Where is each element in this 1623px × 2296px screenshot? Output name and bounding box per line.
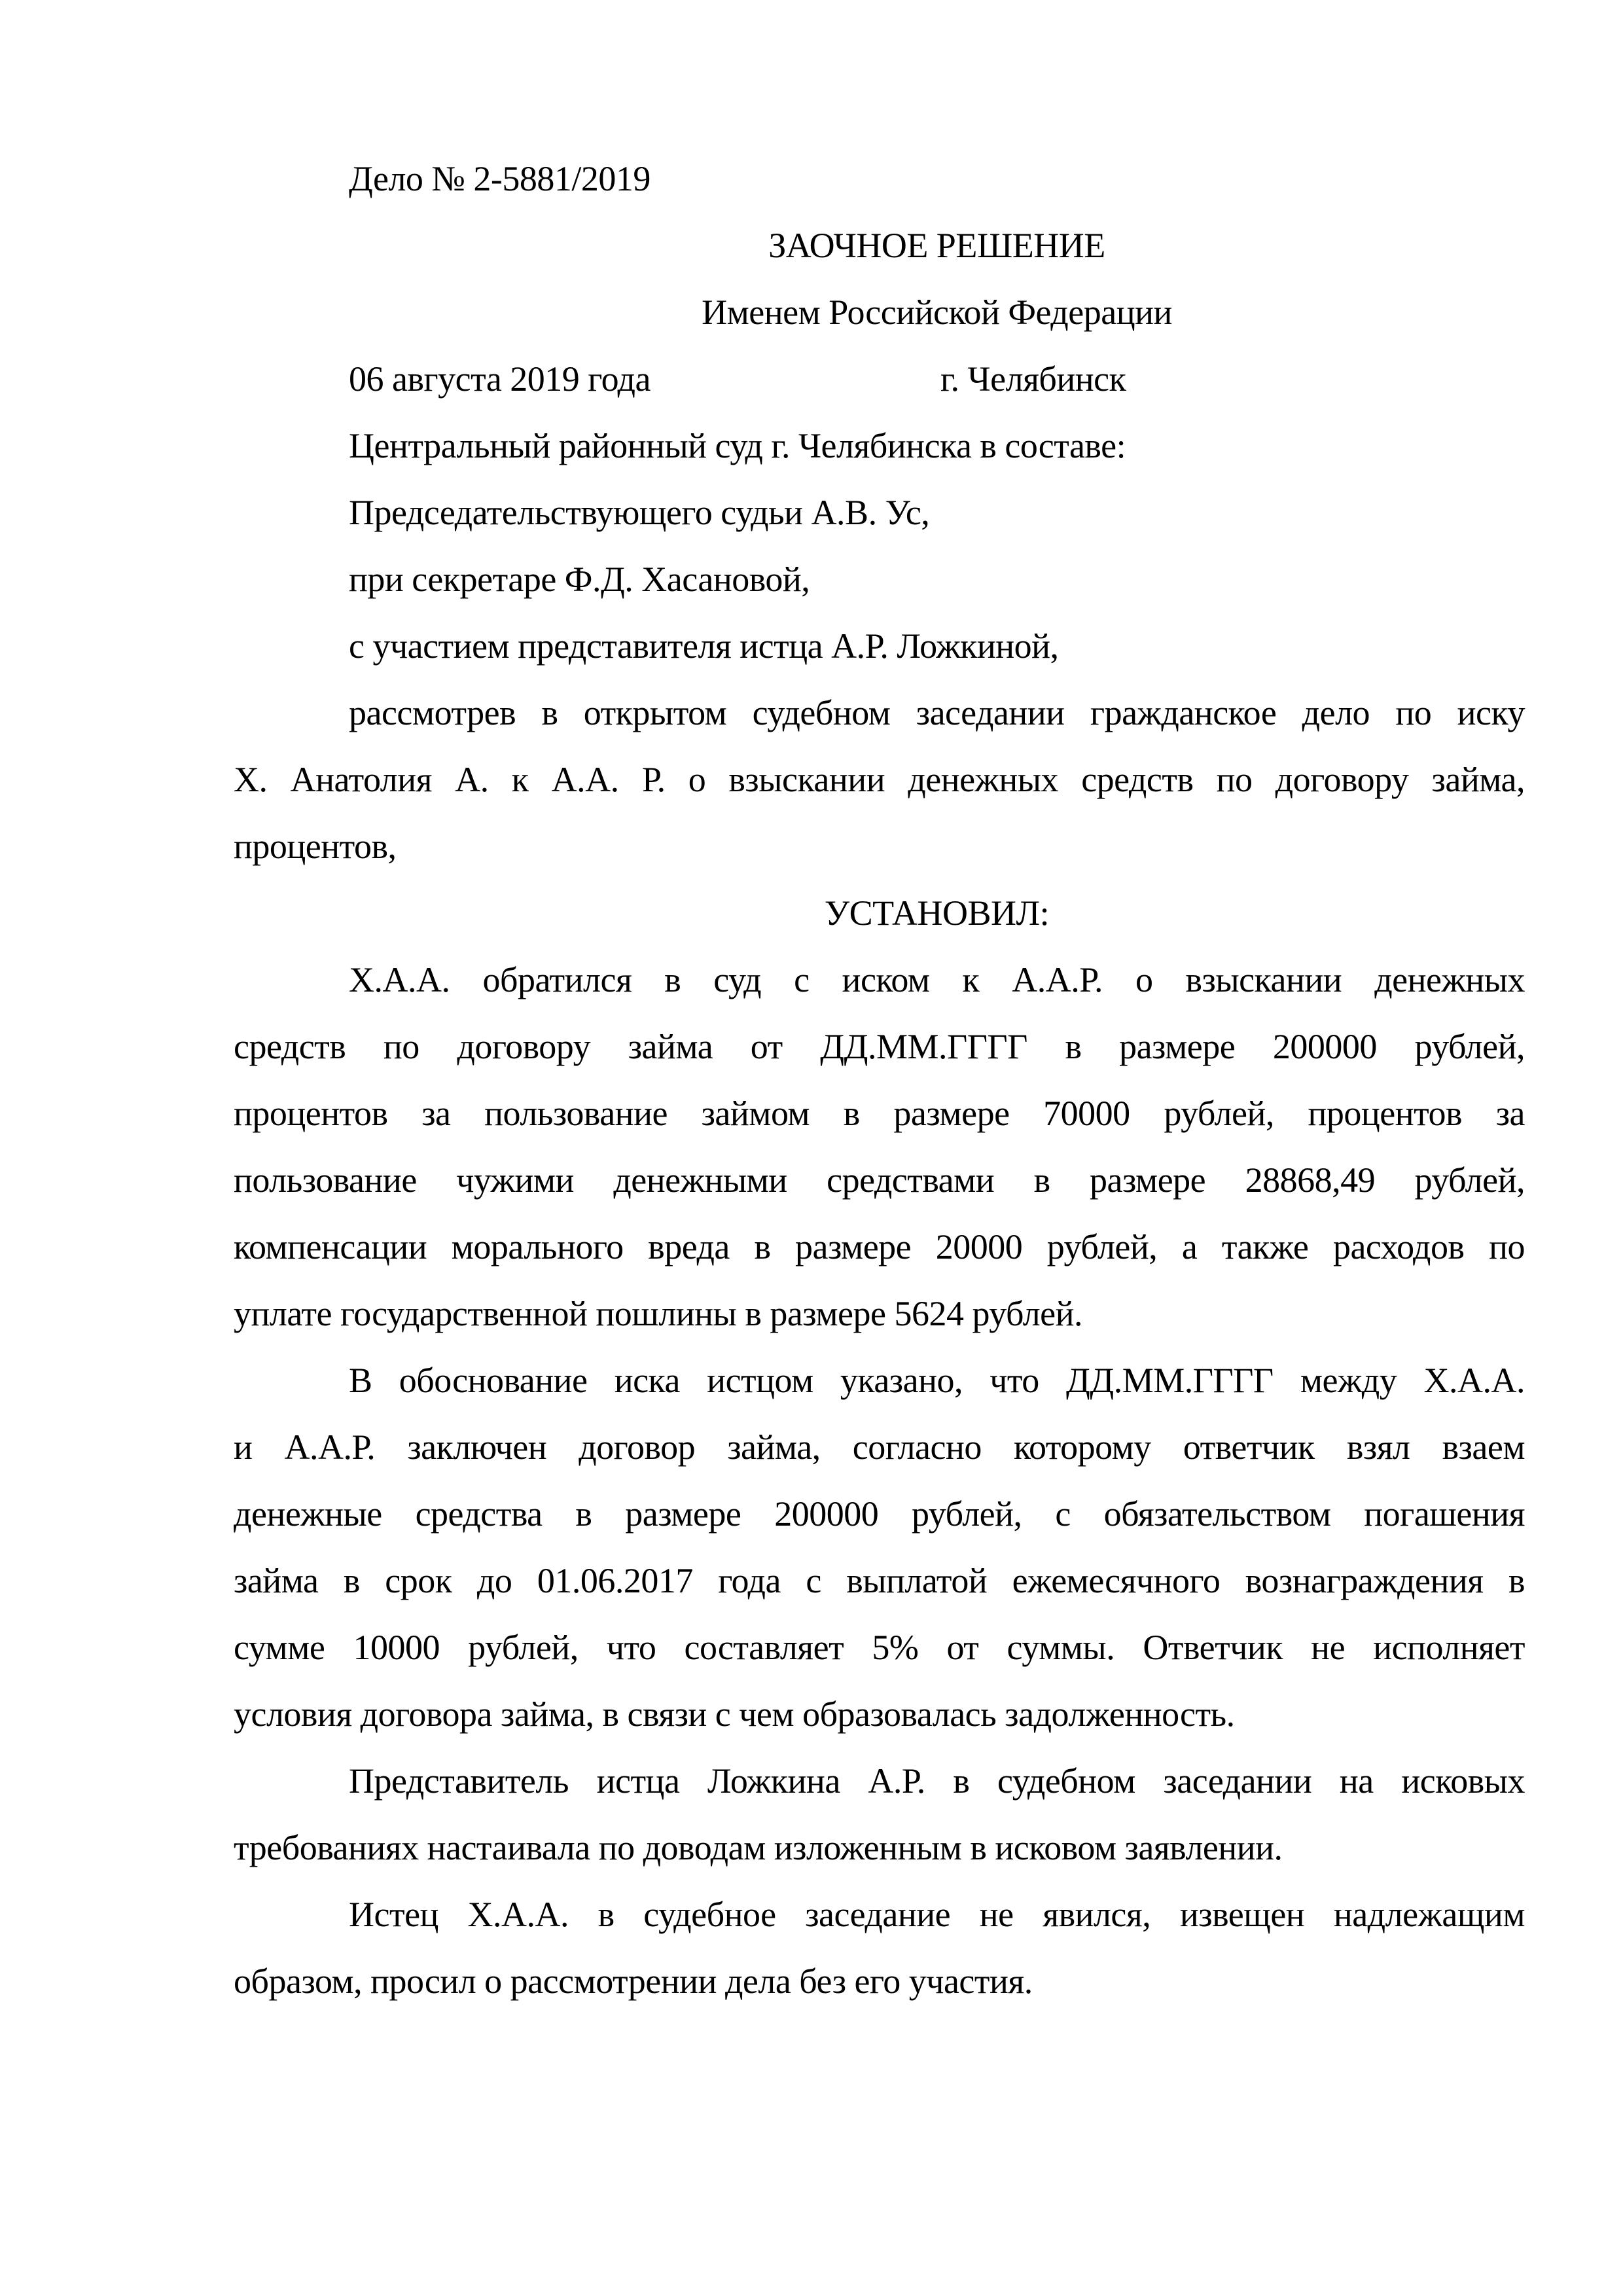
document-lines <box>234 145 1525 2015</box>
document-line: денежные средства в размере 200000 рублей, с обязательством погашения <box>234 1494 1525 1534</box>
date-place-line <box>234 346 1525 412</box>
document-line: Дело № 2-5881/2019 <box>349 159 651 198</box>
document-line: В обоснование иска истцом указано, что ДД.ММ.ГГГГ между Х.А.А. <box>349 1361 1525 1400</box>
document-line: с участием представителя истца А.Р. Ложкиной, <box>349 626 1059 666</box>
document-line: Истец Х.А.А. в судебное заседание не явился, извещен надлежащим <box>349 1895 1525 1934</box>
document-line: компенсации морального вреда в размере 20000 рублей, а также расходов по <box>234 1227 1525 1266</box>
document-line: займа в срок до 01.06.2017 года с выплатой ежемесячного вознаграждения в <box>234 1561 1525 1600</box>
document-line: средств по договору займа от ДД.ММ.ГГГГ в размере 200000 рублей, <box>234 1027 1525 1066</box>
document-line: образом, просил о рассмотрении дела без его участия. <box>234 1962 1033 2001</box>
document-line: пользование чужими денежными средствами в размере 28868,49 рублей, <box>234 1160 1525 1200</box>
document-line: при секретаре Ф.Д. Хасановой, <box>349 560 810 599</box>
document-line: ЗАОЧНОЕ РЕШЕНИЕ <box>768 226 1105 265</box>
document-line: Центральный районный суд г. Челябинска в составе: <box>349 426 1126 465</box>
document-line: Председательствующего судьи А.В. Ус, <box>349 493 930 532</box>
document-line: и А.А.Р. заключен договор займа, согласно которому ответчик взял взаем <box>234 1427 1525 1467</box>
document-line: УСТАНОВИЛ: <box>824 893 1050 933</box>
decision-date: 06 августа 2019 года <box>349 359 651 399</box>
document-line: уплате государственной пошлины в размере 5624 рублей. <box>234 1294 1083 1333</box>
document-line: Х. Анатолия А. к А.А. Р. о взыскании денежных средств по договору займа, <box>234 760 1525 799</box>
decision-city: г. Челябинск <box>940 359 1126 399</box>
document-line: Х.А.А. обратился в суд с иском к А.А.Р. о взыскании денежных <box>349 960 1525 999</box>
document-line: процентов, <box>234 827 397 866</box>
document-line: условия договора займа, в связи с чем образовалась задолженность. <box>234 1695 1235 1734</box>
document-line: процентов за пользование займом в размере 70000 рублей, процентов за <box>234 1094 1525 1133</box>
document-line: Именем Российской Федерации <box>702 293 1172 332</box>
document-line: сумме 10000 рублей, что составляет 5% от суммы. Ответчик не исполняет <box>234 1628 1525 1667</box>
document-line: требованиях настаивала по доводам изложенным в исковом заявлении. <box>234 1828 1283 1867</box>
document-line: рассмотрев в открытом судебном заседании гражданское дело по иску <box>349 693 1525 732</box>
document-line: Представитель истца Ложкина А.Р. в судебном заседании на исковых <box>349 1761 1525 1801</box>
